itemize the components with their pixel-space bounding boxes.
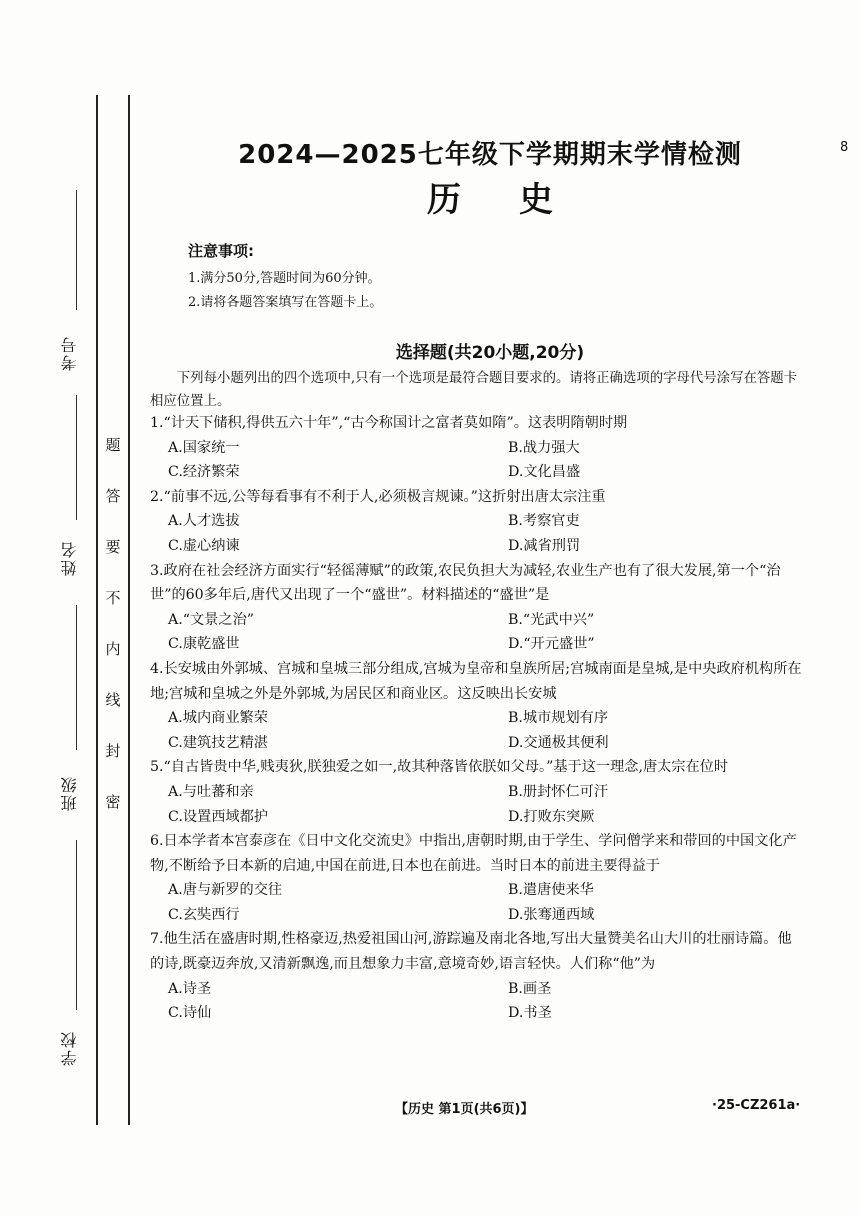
notice-item: 1.满分50分,答题时间为60分钟。: [188, 271, 381, 286]
option-c: C.建筑技艺精湛: [168, 734, 268, 751]
option-a: A.国家统一: [168, 439, 240, 456]
option-b: B.战力强大: [508, 439, 580, 456]
exam-code: ·25-CZ261a·: [712, 1098, 801, 1113]
notice-box: [188, 240, 382, 315]
option-a: A.城内商业繁荣: [168, 710, 268, 727]
school-blank: [76, 840, 77, 1010]
seal-char: 要: [105, 538, 121, 556]
option-d: D.打败东突厥: [508, 808, 595, 825]
page-number: 【历史 第1页(共6页)】: [395, 1102, 534, 1117]
option-c: C.玄奘西行: [168, 906, 240, 923]
seal-char: 内: [105, 640, 121, 658]
option-d: D.书圣: [508, 1005, 552, 1022]
question-1: [150, 411, 802, 485]
notice-item: 2.请将各题答案填写在答题卡上。: [188, 295, 383, 310]
option-c: C.虚心纳谏: [168, 537, 240, 554]
option-d: D.减省刑罚: [508, 537, 581, 554]
school-label: 学校: [60, 1030, 79, 1066]
notice-heading: 注意事项:: [188, 242, 254, 260]
option-d: D.“开元盛世”: [508, 636, 595, 653]
question-2: [150, 485, 802, 559]
seal-char: 答: [105, 487, 121, 505]
option-d: D.张骞通西域: [508, 906, 595, 923]
class-blank: [76, 605, 77, 750]
question-stem: 6.日本学者本宫泰彦在《日中文化交流史》中指出,唐朝时期,由于学生、学问僧学来和带回的中国文化产物,不断给予日本新的启迪,中国在前进,日本也在前进。当时日本的前进主要得益于: [150, 833, 797, 874]
question-5: [150, 755, 802, 829]
option-c: C.设置西域都护: [168, 808, 268, 825]
option-b: B.城市规划有序: [508, 710, 609, 727]
option-b: B.画圣: [508, 980, 552, 997]
option-c: C.经济繁荣: [168, 464, 240, 481]
option-b: B.考察官吏: [508, 513, 580, 530]
subject-title: 历史: [427, 180, 611, 220]
question-stem: 4.长安城由外郭城、宫城和皇城三部分组成,宫城为皇帝和皇族所居;宫城南面是皇城,是中央政府机构所在地;宫城和皇城之外是外郭城,为居民区和商业区。这反映出长安城: [150, 660, 802, 702]
option-b: B.遣唐使来华: [508, 882, 594, 899]
seal-char: 封: [105, 742, 121, 760]
name-label: 姓名: [60, 540, 79, 576]
seal-line-warning: [100, 420, 126, 828]
question-stem: 1.“计天下储积,得供五六十年”,“古今称国计之富者莫如隋”。这表明隋朝时期: [150, 415, 628, 431]
seal-char: 不: [105, 589, 121, 607]
corner-mark: 8: [840, 140, 849, 155]
option-b: B.“光武中兴”: [508, 611, 595, 628]
option-d: D.文化昌盛: [508, 464, 581, 481]
option-a: A.唐与新罗的交往: [168, 882, 283, 899]
seal-char: 密: [105, 793, 121, 811]
exam-number-blank: [76, 190, 77, 310]
question-7: [150, 927, 802, 1025]
option-c: C.康乾盛世: [168, 636, 240, 653]
option-b: B.册封怀仁可汗: [508, 783, 609, 800]
section-title: 选择题(共20小题,20分): [395, 343, 585, 363]
class-label: 班级: [60, 775, 79, 811]
question-3: [150, 559, 802, 657]
binding-line-outer: [96, 95, 98, 1125]
question-stem: 5.“自古皆贵中华,贱夷狄,朕独爱之如一,故其种落皆依朕如父母。”基于这一理念,唐太宗在位时: [150, 759, 729, 776]
option-a: A.人才选拔: [168, 513, 240, 530]
binding-line-inner: [128, 95, 130, 1125]
exam-title: 2024—2025七年级下学期期末学情检测: [238, 140, 742, 170]
question-stem: 7.他生活在盛唐时期,性格豪迈,热爱祖国山河,游踪遍及南北各地,写出大量赞美名山大川的壮丽诗篇。他的诗,既豪迈奔放,又清新飘逸,而且想象力丰富,意境奇妙,语言轻快。人们称“他”为: [150, 931, 792, 973]
option-a: A.与吐蕃和亲: [168, 783, 254, 800]
name-blank: [76, 395, 77, 520]
question-stem: 2.“前事不远,公等每看事有不利于人,必须极言规谏。”这折射出唐太宗注重: [150, 488, 606, 505]
section-instruction: 下列每小题列出的四个选项中,只有一个选项是最符合题目要求的。请将正确选项的字母代号涂写在答题卡相应位置上。: [150, 371, 798, 409]
question-6: [150, 829, 802, 927]
option-d: D.交通极其便利: [508, 734, 609, 751]
seal-char: 题: [105, 436, 121, 454]
exam-number-label: 考号: [60, 335, 79, 371]
option-a: A.“文景之治”: [168, 611, 255, 628]
option-a: A.诗圣: [168, 980, 212, 997]
option-c: C.诗仙: [168, 1005, 212, 1022]
seal-char: 线: [105, 691, 121, 709]
question-4: [150, 657, 802, 755]
question-list: [150, 411, 802, 1026]
question-stem: 3.政府在社会经济方面实行“轻徭薄赋”的政策,农民负担大为减轻,农业生产也有了很大发展,第一个“治世”的60多年后,唐代又出现了一个“盛世”。材料描述的“盛世”是: [150, 562, 781, 604]
